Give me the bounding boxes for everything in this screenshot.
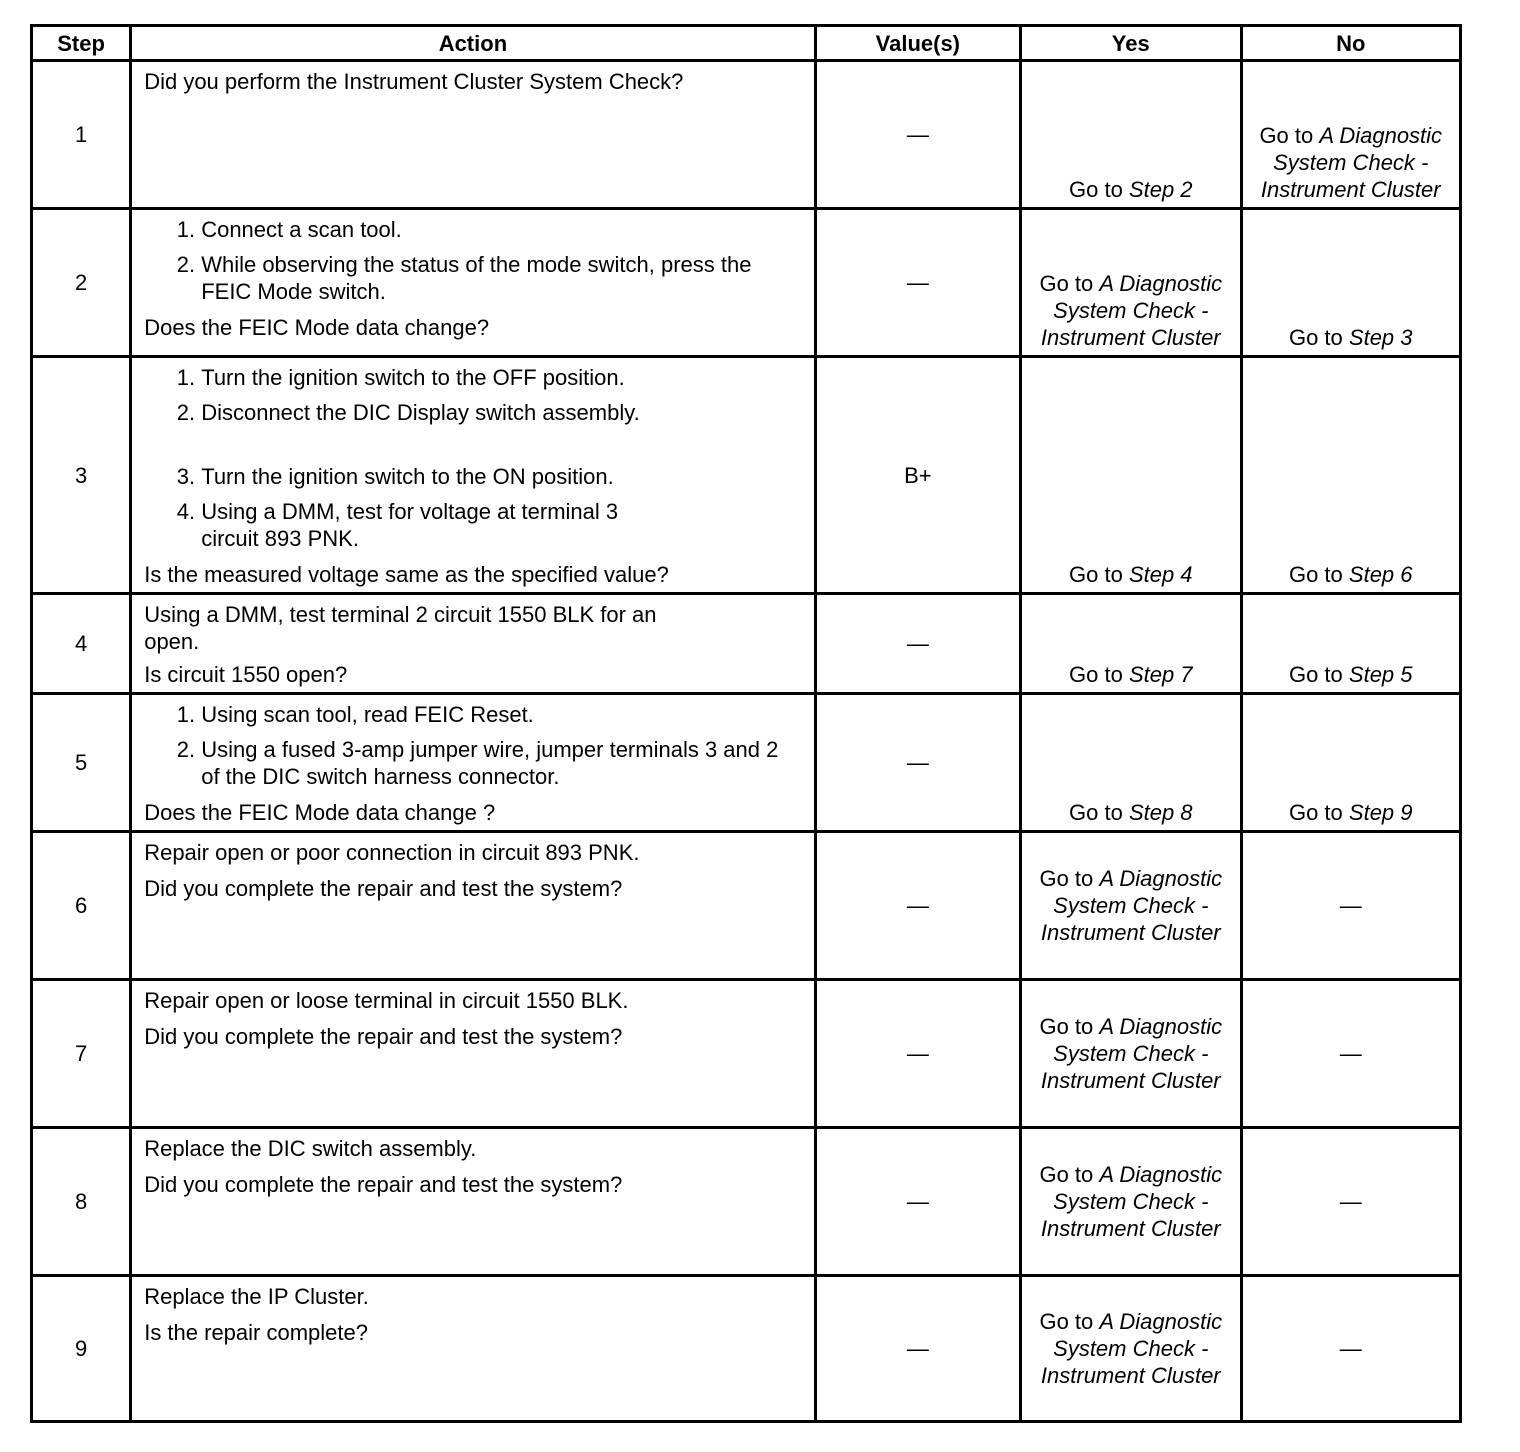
value-cell: — — [815, 1128, 1020, 1276]
no-prefix: Go to — [1288, 800, 1343, 825]
step-number: 7 — [32, 980, 131, 1128]
yes-prefix: Go to — [1039, 1162, 1094, 1187]
action-cell — [131, 357, 815, 594]
no-prefix: Go to — [1259, 123, 1314, 148]
action-text: Repair open or poor connection in circuit 893 PNK. — [144, 840, 640, 865]
yes-prefix: Go to — [1039, 866, 1094, 891]
no-target-link[interactable]: Step 9 — [1348, 800, 1413, 825]
action-step: 2. Disconnect the DIC Display switch assembly. — [201, 399, 801, 426]
no-cell[interactable] — [1241, 61, 1461, 209]
no-cell: — — [1241, 832, 1461, 980]
action-step: 1. Using scan tool, read FEIC Reset. — [201, 701, 801, 728]
yes-target-link[interactable]: Step 7 — [1128, 662, 1193, 687]
header-row — [32, 26, 1461, 61]
header-action: Action — [131, 26, 815, 61]
no-cell: — — [1241, 1128, 1461, 1276]
action-text: Replace the IP Cluster. — [144, 1284, 369, 1309]
action-text: Using a DMM, test terminal 2 circuit 1550 BLK for an open. — [144, 602, 657, 654]
table-row — [32, 594, 1461, 694]
table-row — [32, 832, 1461, 980]
step-number: 4 — [32, 594, 131, 694]
action-cell — [131, 694, 815, 832]
yes-target-link[interactable]: Step 2 — [1128, 177, 1193, 202]
yes-cell[interactable] — [1021, 209, 1241, 357]
action-step: 4. Using a DMM, test for voltage at terminal 3 circuit 893 PNK. — [201, 498, 801, 552]
yes-target-link[interactable]: A Diagnostic System Check - Instrument Cluster — [1040, 1014, 1223, 1093]
yes-prefix: Go to — [1069, 800, 1123, 825]
action-cell — [131, 594, 815, 694]
header-step: Step — [32, 26, 131, 61]
action-step-list — [144, 216, 801, 305]
action-question: Did you complete the repair and test the system? — [144, 1024, 623, 1049]
table-row — [32, 1128, 1461, 1276]
action-cell — [131, 209, 815, 357]
action-cell — [131, 61, 815, 209]
step-number: 5 — [32, 694, 131, 832]
yes-prefix: Go to — [1069, 562, 1123, 587]
diagnostic-table — [30, 24, 1462, 1423]
yes-prefix: Go to — [1039, 1309, 1094, 1334]
yes-target-link[interactable]: Step 4 — [1128, 562, 1193, 587]
action-step: 2. While observing the status of the mode switch, press the FEIC Mode switch. — [201, 251, 801, 305]
step-number: 2 — [32, 209, 131, 357]
table-row — [32, 1276, 1461, 1422]
table-row — [32, 209, 1461, 357]
yes-prefix: Go to — [1069, 662, 1123, 687]
no-cell[interactable] — [1241, 209, 1461, 357]
yes-target-link[interactable]: Step 8 — [1128, 800, 1193, 825]
no-cell[interactable] — [1241, 594, 1461, 694]
header-yes: Yes — [1021, 26, 1241, 61]
action-text: Repair open or loose terminal in circuit 1550 BLK. — [144, 988, 629, 1013]
yes-target-link[interactable]: A Diagnostic System Check - Instrument Cluster — [1040, 866, 1223, 945]
value-cell: B+ — [815, 357, 1020, 594]
yes-cell[interactable] — [1021, 61, 1241, 209]
value-cell: — — [815, 1276, 1020, 1422]
header-values: Value(s) — [815, 26, 1020, 61]
yes-cell[interactable] — [1021, 832, 1241, 980]
no-target-link[interactable]: Step 3 — [1348, 325, 1413, 350]
no-prefix: Go to — [1288, 562, 1343, 587]
step-number: 6 — [32, 832, 131, 980]
step-number: 3 — [32, 357, 131, 594]
header-no: No — [1241, 26, 1461, 61]
no-prefix: Go to — [1288, 325, 1343, 350]
yes-cell[interactable] — [1021, 357, 1241, 594]
action-cell — [131, 980, 815, 1128]
table-row — [32, 980, 1461, 1128]
yes-target-link[interactable]: A Diagnostic System Check - Instrument Cluster — [1040, 1162, 1223, 1241]
action-question: Is the measured voltage same as the specified value? — [144, 562, 669, 587]
table-row — [32, 357, 1461, 594]
action-question: Did you complete the repair and test the system? — [144, 876, 623, 901]
yes-target-link[interactable]: A Diagnostic System Check - Instrument Cluster — [1040, 1309, 1223, 1388]
action-question: Is the repair complete? — [144, 1320, 368, 1345]
table-row — [32, 694, 1461, 832]
step-number: 9 — [32, 1276, 131, 1422]
table-row — [32, 61, 1461, 209]
action-question: Did you complete the repair and test the system? — [144, 1172, 623, 1197]
value-cell: — — [815, 209, 1020, 357]
value-cell: — — [815, 594, 1020, 694]
action-cell — [131, 832, 815, 980]
value-cell: — — [815, 980, 1020, 1128]
step-number: 8 — [32, 1128, 131, 1276]
step-number: 1 — [32, 61, 131, 209]
yes-prefix: Go to — [1039, 271, 1094, 296]
action-text: Replace the DIC switch assembly. — [144, 1136, 477, 1161]
action-step-list — [144, 701, 801, 790]
no-cell[interactable] — [1241, 694, 1461, 832]
action-step: 1. Connect a scan tool. — [201, 216, 801, 243]
action-question: Does the FEIC Mode data change? — [144, 315, 490, 340]
action-step: 2. Using a fused 3-amp jumper wire, jumper terminals 3 and 2 of the DIC switch harness connector. — [201, 736, 801, 790]
yes-target-link[interactable]: A Diagnostic System Check - Instrument Cluster — [1040, 271, 1223, 350]
no-target-link[interactable]: Step 5 — [1348, 662, 1413, 687]
action-question: Does the FEIC Mode data change ? — [144, 800, 496, 825]
yes-prefix: Go to — [1039, 1014, 1094, 1039]
value-cell: — — [815, 832, 1020, 980]
action-cell — [131, 1128, 815, 1276]
yes-cell[interactable] — [1021, 1128, 1241, 1276]
no-cell[interactable] — [1241, 357, 1461, 594]
yes-cell[interactable] — [1021, 1276, 1241, 1422]
value-cell: — — [815, 61, 1020, 209]
action-question: Is circuit 1550 open? — [144, 662, 348, 687]
no-target-link[interactable]: A Diagnostic System Check - Instrument Cluster — [1260, 123, 1443, 202]
no-cell: — — [1241, 980, 1461, 1128]
no-cell: — — [1241, 1276, 1461, 1422]
action-step-list — [144, 364, 801, 552]
yes-cell[interactable] — [1021, 694, 1241, 832]
action-step: 3. Turn the ignition switch to the ON position. — [201, 463, 801, 490]
no-target-link[interactable]: Step 6 — [1348, 562, 1413, 587]
action-cell — [131, 1276, 815, 1422]
yes-cell[interactable] — [1021, 594, 1241, 694]
action-text: Did you perform the Instrument Cluster System Check? — [144, 69, 684, 94]
no-prefix: Go to — [1288, 662, 1343, 687]
yes-prefix: Go to — [1069, 177, 1123, 202]
yes-cell[interactable] — [1021, 980, 1241, 1128]
value-cell: — — [815, 694, 1020, 832]
action-step: 1. Turn the ignition switch to the OFF position. — [201, 364, 801, 391]
